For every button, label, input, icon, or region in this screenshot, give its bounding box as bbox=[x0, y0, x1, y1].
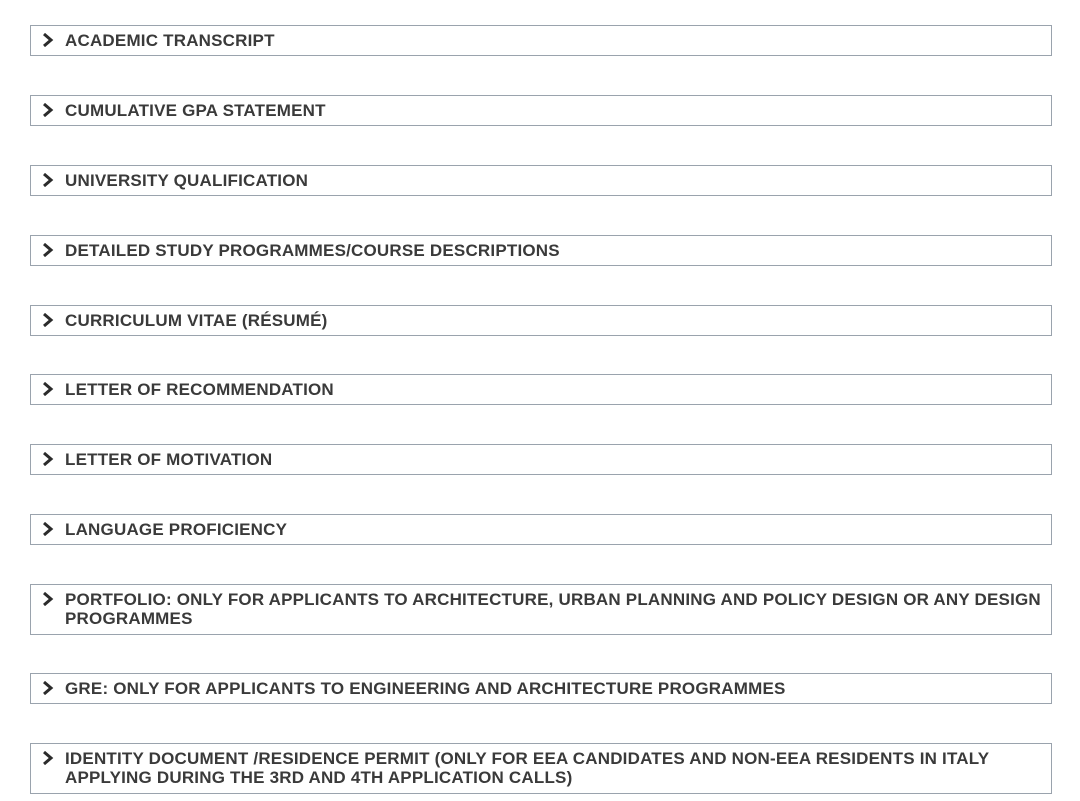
accordion-cumulative-gpa-statement[interactable] bbox=[30, 95, 1052, 126]
accordion-header[interactable] bbox=[31, 236, 1051, 264]
accordion-letter-of-motivation[interactable] bbox=[30, 444, 1052, 475]
accordion-label: GRE: ONLY FOR APPLICANTS TO ENGINEERING AND ARCHITECTURE PROGRAMMES bbox=[65, 679, 786, 698]
accordion-header[interactable] bbox=[31, 96, 1051, 124]
accordion-header[interactable] bbox=[31, 166, 1051, 194]
chevron-right-icon bbox=[41, 170, 55, 190]
accordion-university-qualification[interactable] bbox=[30, 165, 1052, 196]
accordion-header[interactable] bbox=[31, 674, 1051, 702]
accordion-header[interactable] bbox=[31, 744, 1051, 791]
accordion-label: CURRICULUM VITAE (RÉSUMÉ) bbox=[65, 311, 328, 330]
accordion-portfolio[interactable] bbox=[30, 584, 1052, 635]
chevron-right-icon bbox=[41, 678, 55, 698]
chevron-right-icon bbox=[41, 589, 55, 609]
accordion-gre[interactable] bbox=[30, 673, 1052, 704]
accordion-label: UNIVERSITY QUALIFICATION bbox=[65, 171, 309, 190]
accordion-label: DETAILED STUDY PROGRAMMES/COURSE DESCRIPTIONS bbox=[65, 241, 560, 260]
accordion-label: LETTER OF RECOMMENDATION bbox=[65, 380, 334, 399]
chevron-right-icon bbox=[41, 100, 55, 120]
accordion-header[interactable] bbox=[31, 306, 1051, 334]
accordion-label: LETTER OF MOTIVATION bbox=[65, 450, 273, 469]
accordion-header[interactable] bbox=[31, 515, 1051, 543]
chevron-right-icon bbox=[41, 748, 55, 768]
accordion-curriculum-vitae[interactable] bbox=[30, 305, 1052, 336]
chevron-right-icon bbox=[41, 310, 55, 330]
accordion-letter-of-recommendation[interactable] bbox=[30, 374, 1052, 405]
accordion-label: IDENTITY DOCUMENT /RESIDENCE PERMIT (ONLY FOR EEA CANDIDATES AND NON-EEA RESIDENTS IN ITALY APPLYING DURING THE 3RD AND 4TH APPLICATION CALLS) bbox=[65, 749, 990, 787]
accordion-detailed-study-programmes[interactable] bbox=[30, 235, 1052, 266]
accordion-language-proficiency[interactable] bbox=[30, 514, 1052, 545]
accordion-label: PORTFOLIO: ONLY FOR APPLICANTS TO ARCHITECTURE, URBAN PLANNING AND POLICY DESIGN OR ANY DESIGN PROGRAMMES bbox=[65, 590, 1041, 628]
chevron-right-icon bbox=[41, 519, 55, 539]
accordion-header[interactable] bbox=[31, 375, 1051, 403]
accordion-header[interactable] bbox=[31, 445, 1051, 473]
accordion-label: LANGUAGE PROFICIENCY bbox=[65, 520, 288, 539]
accordion-label: CUMULATIVE GPA STATEMENT bbox=[65, 101, 326, 120]
chevron-right-icon bbox=[41, 449, 55, 469]
accordion-header[interactable] bbox=[31, 26, 1051, 54]
chevron-right-icon bbox=[41, 240, 55, 260]
accordion-academic-transcript[interactable] bbox=[30, 25, 1052, 56]
accordion-label: ACADEMIC TRANSCRIPT bbox=[65, 31, 275, 50]
accordion-identity-document[interactable] bbox=[30, 743, 1052, 794]
chevron-right-icon bbox=[41, 30, 55, 50]
chevron-right-icon bbox=[41, 379, 55, 399]
accordion-header[interactable] bbox=[31, 585, 1051, 632]
